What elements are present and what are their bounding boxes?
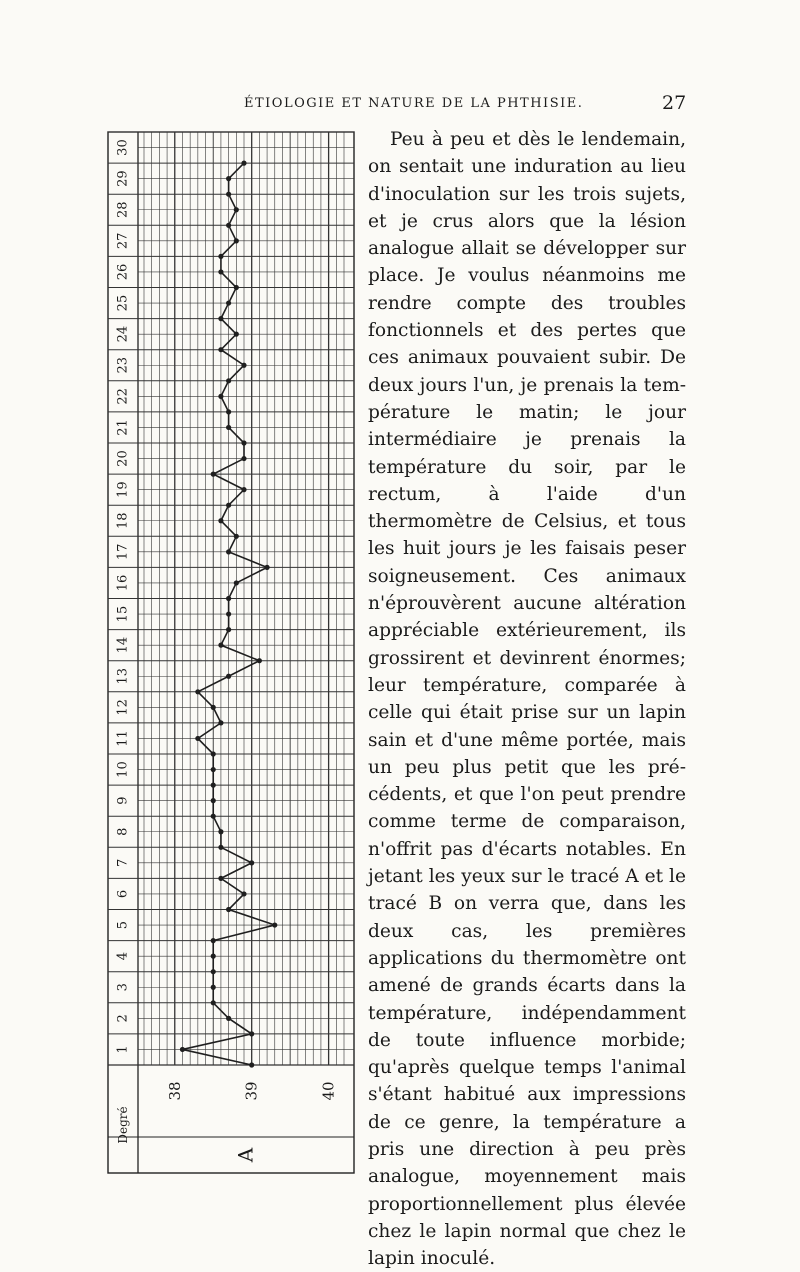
temperature-point bbox=[218, 845, 223, 850]
temperature-point bbox=[226, 223, 231, 228]
temperature-point bbox=[211, 751, 216, 756]
day-label: 14 bbox=[115, 636, 131, 654]
day-label: 15 bbox=[115, 605, 131, 623]
day-label: 25 bbox=[115, 294, 131, 312]
temperature-point bbox=[272, 922, 277, 927]
temperature-point bbox=[234, 534, 239, 539]
day-label: 11 bbox=[115, 730, 131, 747]
temperature-point bbox=[249, 1031, 254, 1036]
day-label: 19 bbox=[115, 481, 131, 498]
chart-frame bbox=[108, 132, 354, 1173]
temperature-point bbox=[257, 658, 262, 663]
temperature-point bbox=[218, 829, 223, 834]
temperature-point bbox=[234, 207, 239, 212]
temperature-point bbox=[226, 907, 231, 912]
temperature-point bbox=[226, 192, 231, 197]
temperature-point bbox=[226, 176, 231, 181]
temperature-point bbox=[241, 440, 246, 445]
temperature-point bbox=[218, 643, 223, 648]
chart-title: A bbox=[233, 1147, 258, 1163]
temperature-point bbox=[211, 985, 216, 990]
temperature-point bbox=[241, 456, 246, 461]
day-label: 3 bbox=[115, 983, 131, 992]
temperature-tick-label: 39 bbox=[242, 1081, 261, 1101]
temperature-point bbox=[211, 969, 216, 974]
day-label: 6 bbox=[115, 889, 131, 899]
temperature-point bbox=[211, 1000, 216, 1005]
day-label: 1 bbox=[115, 1045, 131, 1054]
day-label: 12 bbox=[115, 699, 131, 716]
temperature-point bbox=[211, 938, 216, 943]
temperature-point bbox=[218, 720, 223, 725]
temperature-point bbox=[211, 705, 216, 710]
temperature-point bbox=[241, 161, 246, 166]
temperature-point bbox=[218, 347, 223, 352]
temperature-chart bbox=[108, 128, 354, 1163]
temperature-point bbox=[211, 954, 216, 959]
temperature-tick-label: 40 bbox=[319, 1081, 338, 1101]
temperature-point bbox=[226, 627, 231, 632]
day-label: 10 bbox=[115, 761, 131, 778]
temperature-point bbox=[241, 891, 246, 896]
temperature-point bbox=[226, 378, 231, 383]
temperature-point bbox=[234, 580, 239, 585]
day-label: 7 bbox=[115, 858, 131, 867]
temperature-point bbox=[218, 876, 223, 881]
temperature-point bbox=[211, 798, 216, 803]
temperature-point bbox=[180, 1047, 185, 1052]
temperature-point bbox=[226, 549, 231, 554]
temperature-tick-label: 38 bbox=[165, 1081, 184, 1101]
temperature-point bbox=[218, 394, 223, 399]
temperature-point bbox=[226, 425, 231, 430]
temperature-point bbox=[234, 332, 239, 337]
temperature-point bbox=[218, 254, 223, 259]
temperature-point bbox=[211, 767, 216, 772]
day-label: 20 bbox=[115, 450, 131, 467]
day-label: 2 bbox=[115, 1014, 131, 1023]
page-number: 27 bbox=[662, 92, 687, 114]
temperature-point bbox=[195, 689, 200, 694]
temperature-point bbox=[249, 860, 254, 865]
day-label: 22 bbox=[115, 388, 131, 405]
day-label: 23 bbox=[115, 356, 131, 374]
temperature-point bbox=[226, 1016, 231, 1021]
day-label: 26 bbox=[115, 263, 131, 281]
temperature-point bbox=[226, 611, 231, 616]
day-label: 30 bbox=[115, 139, 131, 156]
day-label: 27 bbox=[115, 232, 131, 250]
temperature-point bbox=[249, 1062, 254, 1067]
day-label: 24 bbox=[115, 325, 131, 343]
temperature-point bbox=[218, 518, 223, 523]
day-label: 17 bbox=[115, 543, 131, 561]
day-label: 13 bbox=[115, 667, 131, 685]
running-head: ÉTIOLOGIE ET NATURE DE LA PHTHISIE. bbox=[244, 96, 584, 111]
day-label: 21 bbox=[115, 419, 131, 436]
temperature-point bbox=[226, 596, 231, 601]
temperature-chart-svg bbox=[108, 128, 354, 1163]
temperature-point bbox=[234, 285, 239, 290]
temperature-point bbox=[241, 363, 246, 368]
body-paragraph: Peu à peu et dès le lendemain, on sentait une induration au lieu d'inoculation sur les trois sujets, et je crus alors que la lésion analogue allait se développer sur place. Je voulus néanmoins me rendre compte des troubles fonctionnels et des pertes que ces animaux pouvaient subir. De deux jours l'un, je prenais la température le matin; le jour intermédiaire je prenais la température du soir, par le rectum, à l'aide d'un thermomètre de Celsius, et tous les huit jours je les faisais peser soigneusement. Ces animaux n'éprouvèrent aucune altération appréciable extérieurement, ils grossirent et devinrent énormes; leur température, comparée à celle qui était prise sur un lapin sain et d'une même portée, mais un peu plus petit que les précédents, et que l'on peut prendre comme terme de comparaison, n'offrit pas d'écarts notables. En jetant les yeux sur le tracé A et le tracé B on verra que, dans les deux cas, les premières applications du thermomètre ont amené de grands écarts dans la température, indépendamment de toute influence morbide; qu'après quelque temps l'animal s'étant habitué aux impressions de ce genre, la température a pris une direction à peu près analogue, moyennement mais proportionnellement plus élevée chez le lapin normal que chez le lapin inoculé. bbox=[368, 129, 686, 1270]
day-label: 28 bbox=[115, 201, 131, 219]
temperature-point bbox=[211, 814, 216, 819]
temperature-point bbox=[241, 487, 246, 492]
day-label: 4 bbox=[115, 952, 131, 961]
temperature-point bbox=[264, 565, 269, 570]
temperature-point bbox=[195, 736, 200, 741]
day-label: 9 bbox=[115, 796, 131, 805]
temperature-point bbox=[218, 316, 223, 321]
temperature-point bbox=[234, 238, 239, 243]
temperature-point bbox=[226, 300, 231, 305]
temperature-point bbox=[218, 269, 223, 274]
temperature-point bbox=[226, 674, 231, 679]
degree-axis-header: Degré bbox=[116, 1106, 130, 1144]
temperature-point bbox=[211, 472, 216, 477]
body-text bbox=[368, 126, 686, 1272]
temperature-point bbox=[211, 783, 216, 788]
temperature-point bbox=[226, 409, 231, 414]
temperature-point bbox=[226, 503, 231, 508]
day-label: 16 bbox=[115, 574, 131, 592]
day-label: 29 bbox=[115, 170, 131, 187]
day-label: 18 bbox=[115, 512, 131, 530]
day-label: 5 bbox=[115, 920, 131, 930]
day-label: 8 bbox=[115, 827, 131, 836]
